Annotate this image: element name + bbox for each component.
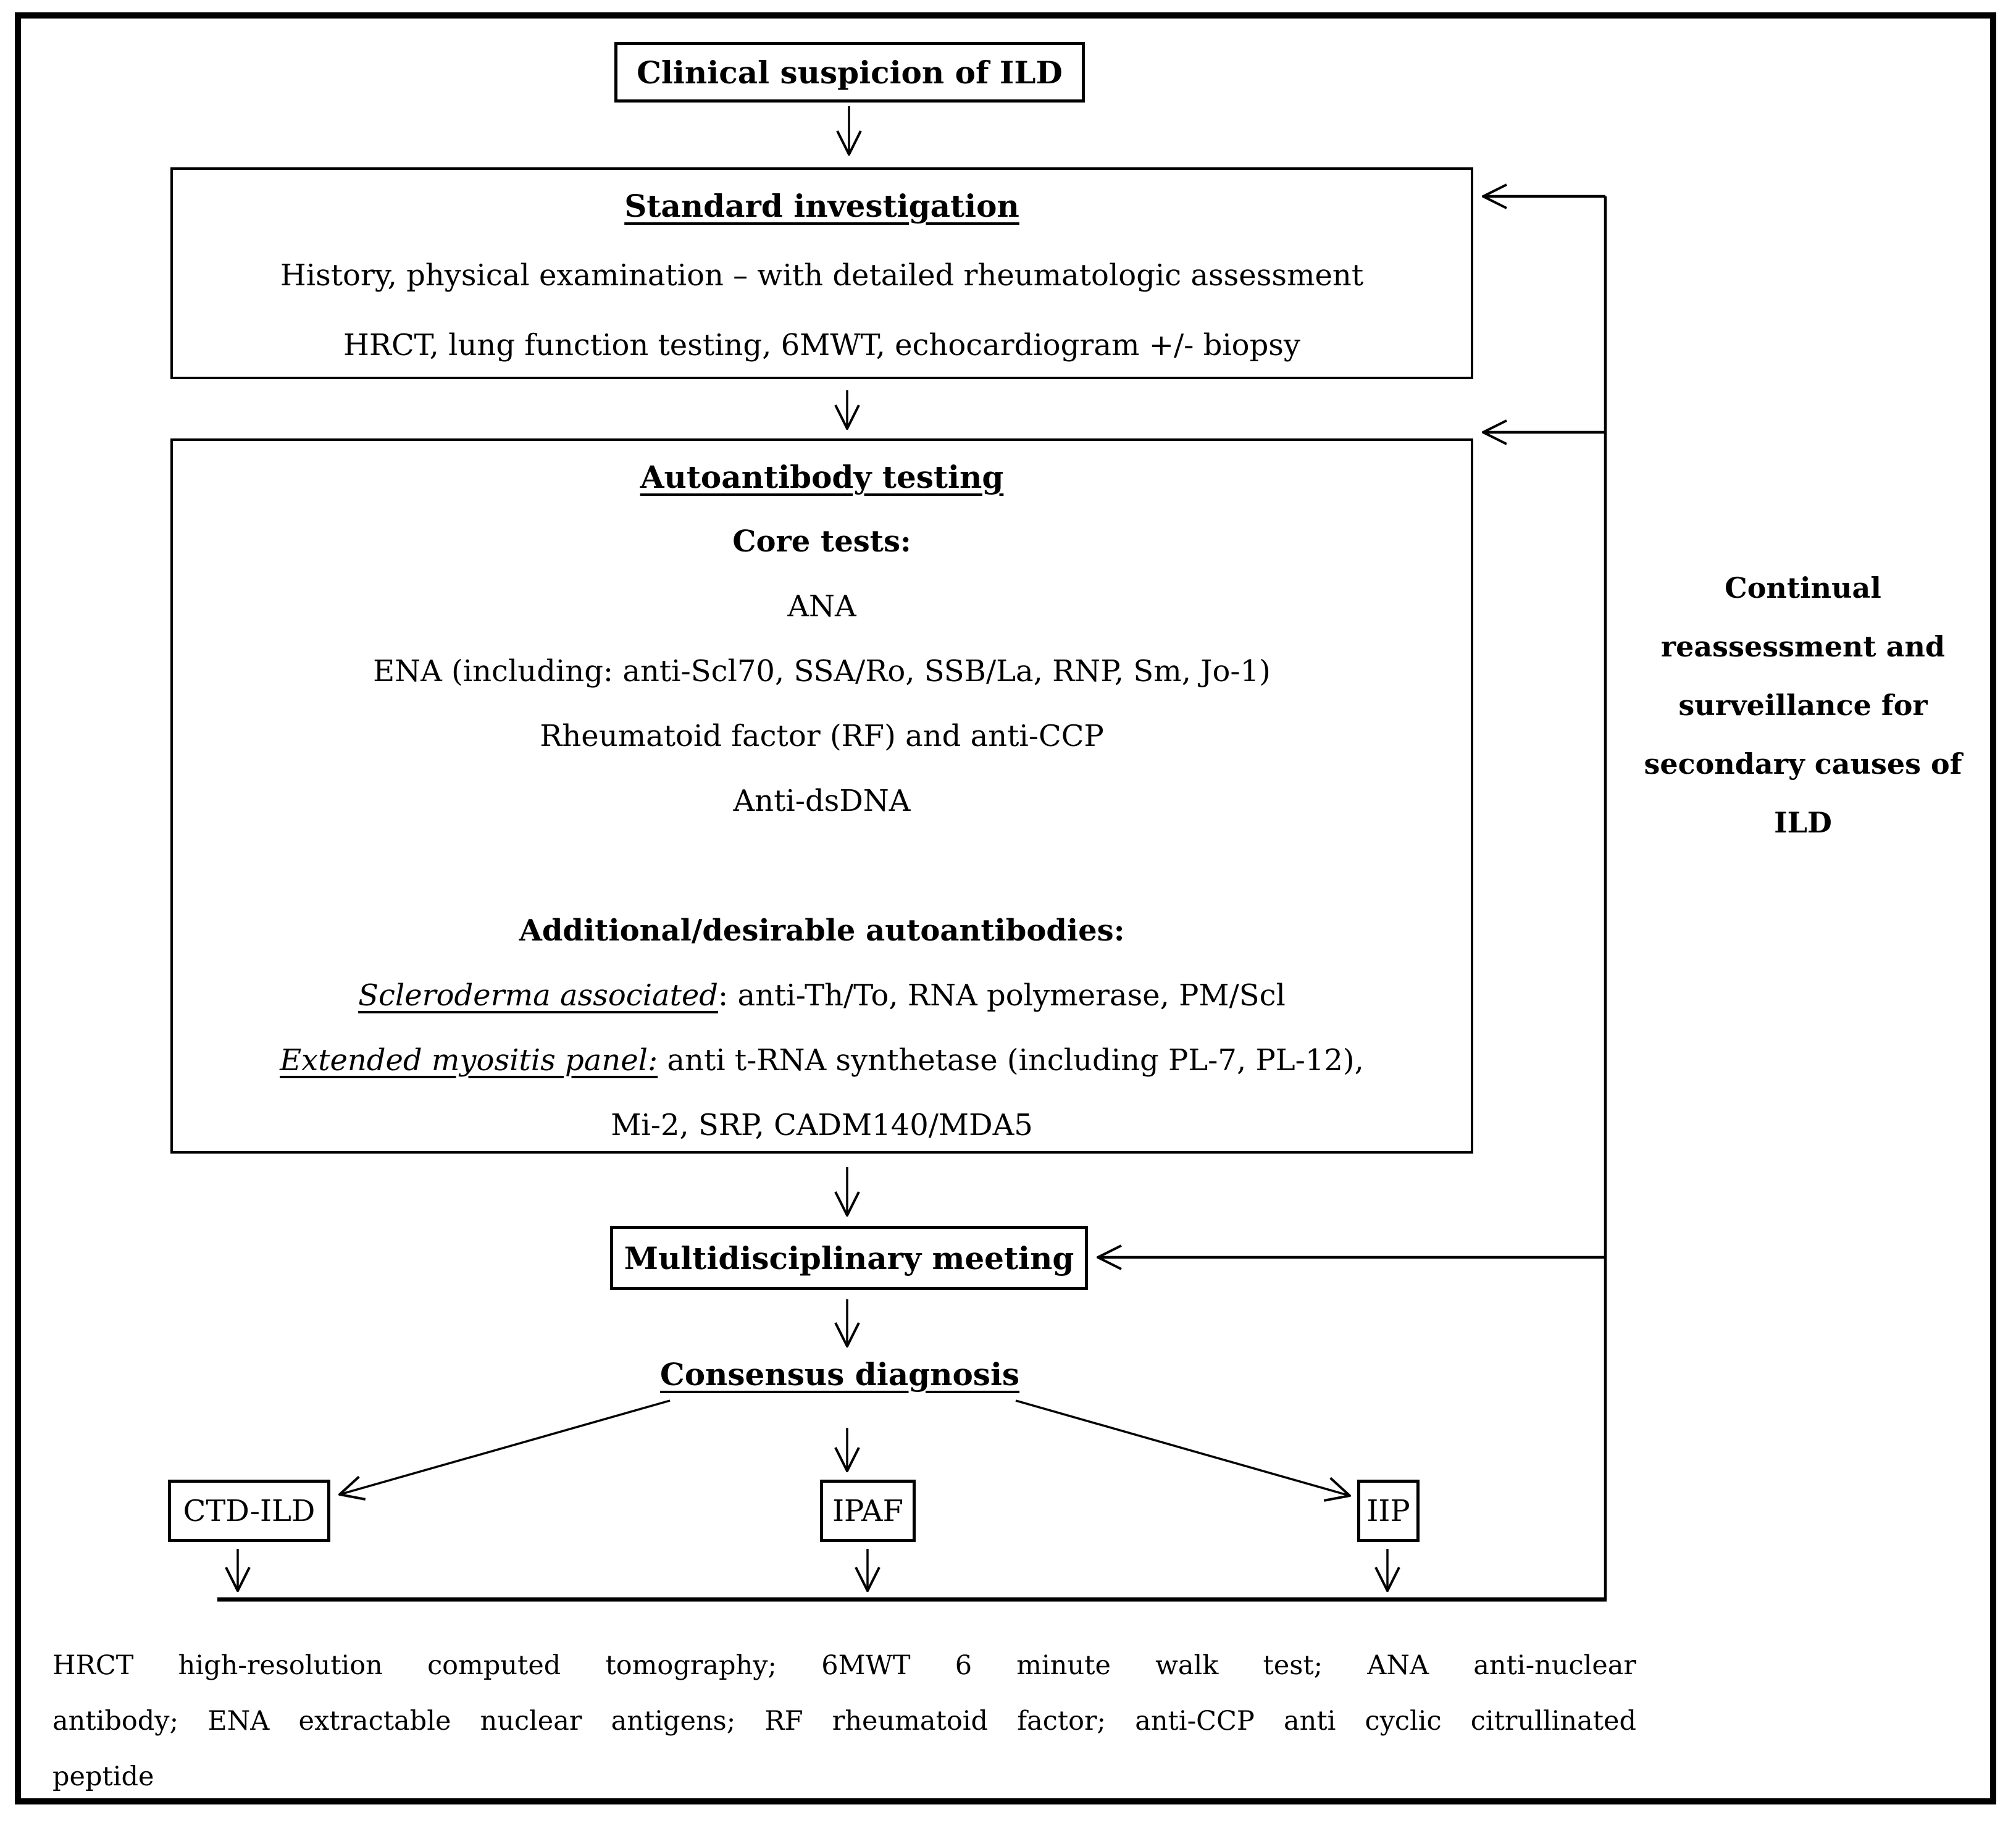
standard-investigation-line1: History, physical examination – with detailed rheumatologic assessment <box>280 258 1364 293</box>
outcome-ctd-ild-label: CTD-ILD <box>183 1493 316 1528</box>
extended-myositis-label: Extended myositis panel: <box>280 1043 658 1078</box>
scleroderma-associated-line <box>173 963 1471 1028</box>
outcome-iip-box <box>1357 1480 1420 1542</box>
multidisciplinary-meeting-box <box>610 1226 1088 1290</box>
outcome-ipaf-label: IPAF <box>832 1493 903 1528</box>
core-test-rf-ccp: Rheumatoid factor (RF) and anti-CCP <box>540 719 1104 753</box>
side-note-line: surveillance for <box>1678 689 1928 722</box>
core-test-ana: ANA <box>787 589 856 624</box>
footnote-line: peptide <box>52 1761 154 1792</box>
autoantibody-testing-title: Autoantibody testing <box>640 459 1004 495</box>
standard-investigation-box <box>170 167 1473 379</box>
abbreviations-footnote <box>52 1638 1636 1804</box>
outcome-iip-label: IIP <box>1366 1493 1410 1528</box>
additional-autoantibodies-label: Additional/desirable autoantibodies: <box>519 913 1125 948</box>
outcome-ctd-ild-box <box>168 1480 330 1542</box>
extended-myositis-line2: Mi-2, SRP, CADM140/MDA5 <box>611 1108 1033 1142</box>
standard-investigation-title: Standard investigation <box>624 188 1019 224</box>
spacer-row <box>173 834 1471 899</box>
clinical-suspicion-label: Clinical suspicion of ILD <box>637 54 1063 91</box>
core-tests-label: Core tests: <box>732 524 911 559</box>
scleroderma-associated-label: Scleroderma associated <box>358 978 719 1013</box>
footnote-line: antibody; ENA extractable nuclear antigens; RF rheumatoid factor; anti-CCP anti cyclic citrullinated <box>52 1706 1636 1737</box>
multidisciplinary-meeting-label: Multidisciplinary meeting <box>624 1239 1074 1276</box>
consensus-diagnosis-label: Consensus diagnosis <box>659 1356 1020 1393</box>
footnote-line: HRCT high-resolution computed tomography; 6MWT 6 minute walk test; ANA anti-nuclear <box>52 1650 1636 1681</box>
side-note-line: Continual <box>1725 571 1881 605</box>
side-note-line: secondary causes of <box>1644 747 1962 781</box>
standard-investigation-line2: HRCT, lung function testing, 6MWT, echocardiogram +/- biopsy <box>343 328 1301 363</box>
outcome-ipaf-box <box>820 1480 916 1542</box>
extended-myositis-tests: anti t-RNA synthetase (including PL-7, PL-12), <box>658 1043 1364 1078</box>
extended-myositis-line <box>173 1028 1471 1093</box>
core-test-dsdna: Anti-dsDNA <box>733 784 911 818</box>
side-note-line: reassessment and <box>1660 630 1946 663</box>
side-note-line: ILD <box>1774 806 1832 839</box>
core-test-ena: ENA (including: anti-Scl70, SSA/Ro, SSB/La, RNP, Sm, Jo-1) <box>373 654 1271 689</box>
clinical-suspicion-box <box>614 42 1085 103</box>
scleroderma-associated-tests: : anti-Th/To, RNA polymerase, PM/Scl <box>718 978 1286 1013</box>
continual-reassessment-note <box>1624 559 1982 852</box>
consensus-diagnosis <box>617 1356 1062 1393</box>
autoantibody-testing-box <box>170 438 1473 1154</box>
